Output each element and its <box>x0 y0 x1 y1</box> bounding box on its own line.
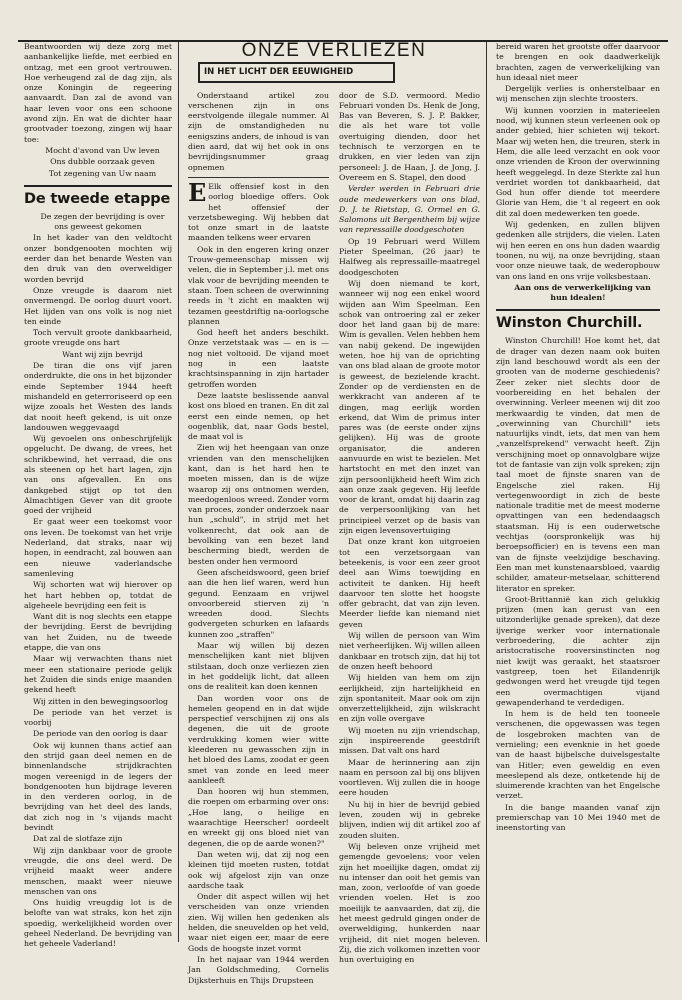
paragraph: Wij zijn dankbaar voor de groote vreugde, die ons deel werd. De vrijheid maakt weer andere menschen, maakt weer nieuwe menschen van ons <box>24 845 172 896</box>
paragraph: Nu hij in hier de bevrijd gebied leven, zouden wij in gebreke blijven, indien wij dit artikel zoo af zouden sluiten. <box>339 799 480 840</box>
paragraph: Wij zitten in den bewegingsoorlog <box>33 696 169 706</box>
article-body <box>24 233 172 949</box>
paragraph: Er gaat weer een toekomst voor ons leven. De toekomst van het vrije Nederland, dat straks, naar wij hopen, in eendracht, zal bouwen aan een nieuwe vaderlandsche samenleving <box>24 517 172 578</box>
poem-line: Tot zegening van Uw naam <box>48 168 157 178</box>
paragraph: Deze laatste beslissende aanval kost ons bloed en tranen. En dit zal eerst een einde nemen, op het oogenblik, dat, naar Gods bestel, de maat vol is <box>188 390 329 442</box>
paragraph-dropcap <box>188 177 329 244</box>
section-divider <box>496 309 660 311</box>
intro-paragraph: Beantwoorden wij deze zorg met aanhankelijke liefde, met eerbied en ontzag, met een groot vertrouwen. Hoe verheugend zal de dag zijn, als onze Koningin de regeering aanvaardt. Dan zal de avond van haar leven voor ons een schoone avond zijn. En wat de dichter haar grootvader toezong, zingen wij haar toe: <box>24 42 172 144</box>
dropcap-letter: E <box>188 177 207 207</box>
paragraph: Maar de herinnering aan zijn naam en persoon zal bij ons blijven voortleven. Wij zullen die in hooge eere houden <box>339 757 480 798</box>
paragraph: De tiran die ons vijf jaren onderdrukte, die ons in het bijzonder einde September 1944 heeft mishandeld en geterroriseerd op een wijze zooals het Westen des lands dat nooit heeft gekend, is uit onze landouwen weggevaagd <box>24 361 172 432</box>
paragraph: God heeft het anders beschikt. Onze verzetstaak was — en is — nog niet voltooid. De vijand moet nog in een laatste krachtsinspanning in zijn hartader getroffen worden <box>188 328 329 389</box>
newspaper-page <box>18 32 674 985</box>
paragraph: De periode van den oorlog is daar <box>33 729 168 739</box>
column-left <box>24 42 172 947</box>
column-rule <box>178 42 179 942</box>
paragraph-italic: Verder werden in Februari drie oude medewerkers van ons blad, D. J. te Rietstap, G. Ormel en G. Salomons uit Bergentheim bij wijze van repressaille doodgeschoten <box>339 184 480 235</box>
paragraph: De periode van het verzet is voorbij <box>24 707 172 728</box>
paragraph: Dan hooren wij hun stemmen, die roepen om erbarming over ons: „Hoe lang, o heilige en waarachtige Heerscher! oordeelt en wreekt gij ons bloed niet van degenen, die op de aarde wonen?" <box>188 787 329 848</box>
paragraph: Groot-Brittannië kan zich gelukkig prijzen (men kan gerust van een uitzonderlijke genade spreken), dat deze ijverige werker voor internationale verbroedering, die achter zijn aristocratische rooversinstincten nog niet kwijt was geraakt, het staatsroer vastgreep, toen het Eilandenrijk gedwongen werd het vreugde tijd tegen een overmachtigen vijand gewapenderhand te verdedigen. <box>496 594 660 707</box>
paragraph: Dat onze krant kon uitgroeien tot een verzetsorgaan van beteekenis, is voor een zeer groot deel aan Wims toewijding en activiteit te danken. Hij heeft daarvoor ten slotte het hoogste offer gebracht, dat van zijn leven. Meerder liefde kan niemand niet geven <box>339 537 480 629</box>
paragraph-text: Elk offensief kost in den oorlog bloedige offers. Ook het offensief der verzetsbeweging. Wij hebben dat tot onze smart in de laatste maanden telkens weer ervaren <box>188 181 329 243</box>
poem <box>24 146 172 179</box>
paragraph: In die bange maanden vanaf zijn premierschap van 10 Mei 1940 met de ineenstorting van <box>496 802 660 833</box>
column-right <box>496 42 660 947</box>
heading-winston-churchill: Winston Churchill. <box>496 315 643 332</box>
paragraph: Ons huidig vreugdig lot is de belofte van wat straks, kon het zijn spoedig, werkelijkheid worden over geheel Nederland. De bevrijding van het geheele Vaderland! <box>24 898 172 949</box>
lead-line: De zegen der bevrijding is over ons geweest gekomen <box>40 211 165 232</box>
column-rule <box>486 42 487 942</box>
poem-line: Mocht d'avond van Uw leven <box>45 145 160 155</box>
article-subtitle-box: IN HET LICHT DER EEUWIGHEID <box>198 62 395 82</box>
paragraph: bereid waren het grootste offer daarvoor te brengen en ook daadwerkelijk brachten, zagen de verwerkelijking van hun ideaal niet meer <box>496 42 660 82</box>
paragraph: door de S.D. vermoord. Medio Februari vonden Ds. Henk de Jong, Bas van Beveren, S. J. P. Bakker, die als het ware tot volle overtuiging dienden, door het technisch te verzorgen en te drukken, en vier leden van zijn personeel: J. de Haan, J. de Jong, J. Overeem en S. Stapel, den dood <box>339 90 480 182</box>
paragraph: Want dit is nog slechts een etappe der bevrijding. Eerst de bevrijding van het Zuiden, nu de tweede etappe, die van ons <box>24 612 172 653</box>
paragraph: In hem is de held ten tooneele verschenen, die opgewassen was tegen de losgebroken machten van de vernieling; een evenknie in het goede van de haast bijbelsche duivelsgestalte van Hitler; even geweldig en even meeslepend als deze, ontketende hij de sluimerende krachten van het Engelsche verzet. <box>496 709 660 801</box>
paragraph: Ook in den engeren kring onzer Trouw-gemeenschap missen wij velen, die in September j.l. met ons vlak voor de bevrijding meenden te staan. Toen scheen de overwinning reeds in 't zicht en maakten wij tezamen geestdriftig na-oorlogsche plannen <box>188 244 329 326</box>
paragraph: Onze vreugde is daarom niet onvermengd. De oorlog duurt voort. Het lijden van ons volk is nog niet ten einde <box>24 285 172 326</box>
section-divider <box>24 185 172 187</box>
paragraph: Wij gedenken, en zullen blijven gedenken alle strijders, die vielen. Laten wij hen eeren en ons hun daden waardig toonen, nu wij, na onze bevrijding, staan voor onze nieuwe taak, de wederopbouw van ons land en ons vrije volksbestaan. <box>496 220 660 281</box>
column-center <box>188 40 480 985</box>
paragraph: Wij kunnen voorzien in materieelen nood, wij kunnen steun verleenen ook op ander gebied, hier schieten wij tekort. Maar wij weten hen, die treuren, sterk in Hem, die alle leed verzacht en ook voor onze vrienden de Kroon der overwinning heeft weggelegd. In deze Sterkte zal hun verdriet worden tot dankbaarheid, dat God hun offer diende tot meerdere Glorie van Hem, die 't al regeert en ook dit zal doen medewerken ten goede. <box>496 105 660 218</box>
paragraph: In het kader van den veldtocht onzer bondgenooten mochten wij eerder dan het benarde Westen van den druk van den overweldiger worden bevrijd <box>24 233 172 284</box>
poem-line: Ons dubble oorzaak geven <box>50 157 155 167</box>
paragraph: In het najaar van 1944 werden Jan Goldschmeding, Cornelis Dijksterhuis en Thijs Drupsteen <box>188 954 329 985</box>
heading-tweede-etappe: De tweede etappe <box>24 190 171 207</box>
paragraph: Wij schorten wat wij hierover op het hart hebben op, totdat de algeheele bevrijding een feit is <box>24 580 172 610</box>
closing-statement: Aan ons de verwerkelijking van hun idealen! <box>514 282 651 303</box>
paragraph: Wij moeten nu zijn vriendschap, zijn inspireerende geestdrift missen. Dat valt ons hard <box>339 725 480 756</box>
paragraph: Wij doen niemand te kort, wanneer wij nog een enkel woord wijden aan Wim Speelman. Een schok van ontroering zal er zeker door het land gaan bij de mare: Wim is gevallen. Velen hebben hem van nabij gekend. De ingewijden weten, hoe hij van de oprichting van ons blad alaan de groote motor is geweest, de bezielende kracht. Zonder op de verdiensten en de werkkracht van anderen af te dingen, mag eerlijk worden erkend, dat Wim de primus inter pares was (de eerste onder zijns gelijken). Hij was de groote organisator, die anderen aanvuurde en wist te bezielen. Met hartstocht en met den inzet van zijn persoonlijkheid heeft Wim zich aan onze zaak gegeven. Hij leefde voor de krant, omdat hij daarin zag de verpersoonlijking van het principieel verzet op de basis van zijn eigen levensovertuiging <box>339 278 480 536</box>
paragraph: Winston Churchill! Hoe komt het, dat de drager van dezen naam ook buiten zijn land beschouwd wordt als een der grooten van de moderne geschiedenis? Zeer zeker niet slechts door de voorbereiding en het behalen der overwinning. Verleer meenen wij dit zoo merkwaardig te vinden, dat men de „overwinning van Churchill" iets natuurlijks vindt, iets, dat men van hem „vanzelfsprekend" verwacht heeft. Zijn verschijning moet op onnavolgbare wijze tot de fantasie van zijn volk spreken; zijn taal moet de fijnste snaren van de Engelsche ziel raken. Hij vertegenwoordigt in zich de beste nationale traditie met de meest moderne opvattingen van een hedendaagsch staatsman. Hij is een ouderwetsche vechtjas (oorspronkelijk was hij beroepsofficier) en is tevens een man van de fijnste veelzijdige beschaving. Een man met kunstenaarsbloed, vaardig schilder, amateur-metselaar, schitterend literator en spreker. <box>496 336 660 593</box>
article-right-column <box>339 91 480 987</box>
paragraph: Dat zal de slotfaze zijn <box>33 834 123 844</box>
paragraph: Geen afscheidswoord, geen brief aan die hen lief waren, werd hun gegund. Eenzaam en vrijwel onvoorbereid stierven zij 'n wreeden dood. Slechts godvergeten schurken en lafaards kunnen zoo „straffen" <box>188 567 329 639</box>
paragraph: Onder dit aspect willen wij het verscheiden van onze vrienden zien. Wij willen hen gedenken als helden, die sneuvelden op het veld, waar niet eigen eer, maar de eere Gods de hoogste inzet vormt <box>188 892 329 953</box>
paragraph: Wij gevoelen ons onbeschrijfelijk opgelucht. De dwang, de vrees, het schrikbewind, het verraad, die ons als steenen op het hart lagen, zijn van ons afgevallen. En ons dankgebed stijgt op tot den Almachtigen Gever van dit groote goed der vrijheid <box>24 434 172 516</box>
paragraph: Wij hielden van hem om zijn eerlijkheid, zijn hartelijkheid en zijn spontaniteit. Maar ook om zijn onverzettelijkheid, zijn wilskracht en zijn volle overgave <box>339 673 480 724</box>
article-two-columns <box>188 91 480 987</box>
paragraph: Maar wij verwachten thans niet meer een stationaire periode gelijk het Zuiden die sinds enige maanden gekend heeft <box>24 654 172 695</box>
paragraph: Zien wij het heengaan van onze vrienden van den menschelijken kant, dan is het hard hen te moeten missen, dan is de wijze waarop zij ons ontnomen werden, meedogenloos wreed. Zonder vorm van proces, zonder onderzoek naar hun „schuld", in strijd met het volkenrecht, dat ook aan de bevolking van een bezet land bescherming biedt, werden de besten onder hen vermoord <box>188 443 329 566</box>
paragraph: Op 19 Februari werd Willem Pieter Speelman, (26 jaar) te Halfweg als repressaille-maatregel doodgeschoten <box>339 236 480 277</box>
paragraph: Dergelijk verlies is onherstelbaar en wij menschen zijn slechte troosters. <box>496 84 660 104</box>
paragraph: Ook wij kunnen thans actief aan den strijd gaan deel nemen en de binnenlandsche strijdkrachten mogen vereenigd in de legers der bondgenooten hun bijdrage leveren in den verderen oorlog, in de bevrijding van het deel des lands, dat zich nog in 's vijands macht bevindt <box>24 740 172 833</box>
paragraph: Dan worden voor ons de hemelen geopend en in dat wijde perspectief verschijnen zij ons als degenen, die uit de groote verdrukking komen wier witte kleederen nu gewasschen zijn in het bloed des Lams, zoodat er geen smet van zonde en leed meer aankleeft <box>188 693 329 785</box>
paragraph: Want wij zijn bevrijd <box>62 349 143 359</box>
paragraph: Toch vervult groote dankbaarheid, groote vreugde ons hart <box>24 328 172 348</box>
paragraph: Dan weten wij, dat zij nog een kleinen tijd moeten rusten, totdat ook wij afgelost zijn van onze aardsche taak <box>188 849 329 890</box>
paragraph: Onderstaand artikel zou verschenen zijn in ons eerstvolgende illegale nummer. Al zijn de omstandigheden nu eenigszins anders, de inhoud is van dien aard, dat wij het ook in ons bevrijdingsnummer graag opnemen <box>188 90 329 172</box>
article-left-column <box>188 91 329 987</box>
paragraph: Wij beleven onze vrijheid met gemengde gevoelens; voor velen zijn het moeilijke dagen, omdat zij nu intenser dan ooit het gemis van man, zoon, verloofde of van goede vrienden voelen. Het is zoo moeilijk te aanvaarden, dat zij, die het meest gedruld gingen onder de overweldiging, hunkerden naar vrijheid, dit niet mogen beleven. Zij, die zich volkomen inzetten voor hun overtuiging en <box>339 841 480 965</box>
article-title: ONZE VERLIEZEN <box>241 40 427 61</box>
divider <box>188 177 329 178</box>
paragraph: Maar wij willen bij dezen menschelijken kant niet blijven stilstaan, doch onze verliezen zien in het goddelijk licht, dat alleen ons de realiteit kan doen kennen <box>188 641 329 692</box>
paragraph: Wij willen de persoon van Wim niet verheerlijken. Wij willen alleen dankbaar en trotsch zijn, dat hij tot de onzen heeft behoord <box>339 631 480 671</box>
